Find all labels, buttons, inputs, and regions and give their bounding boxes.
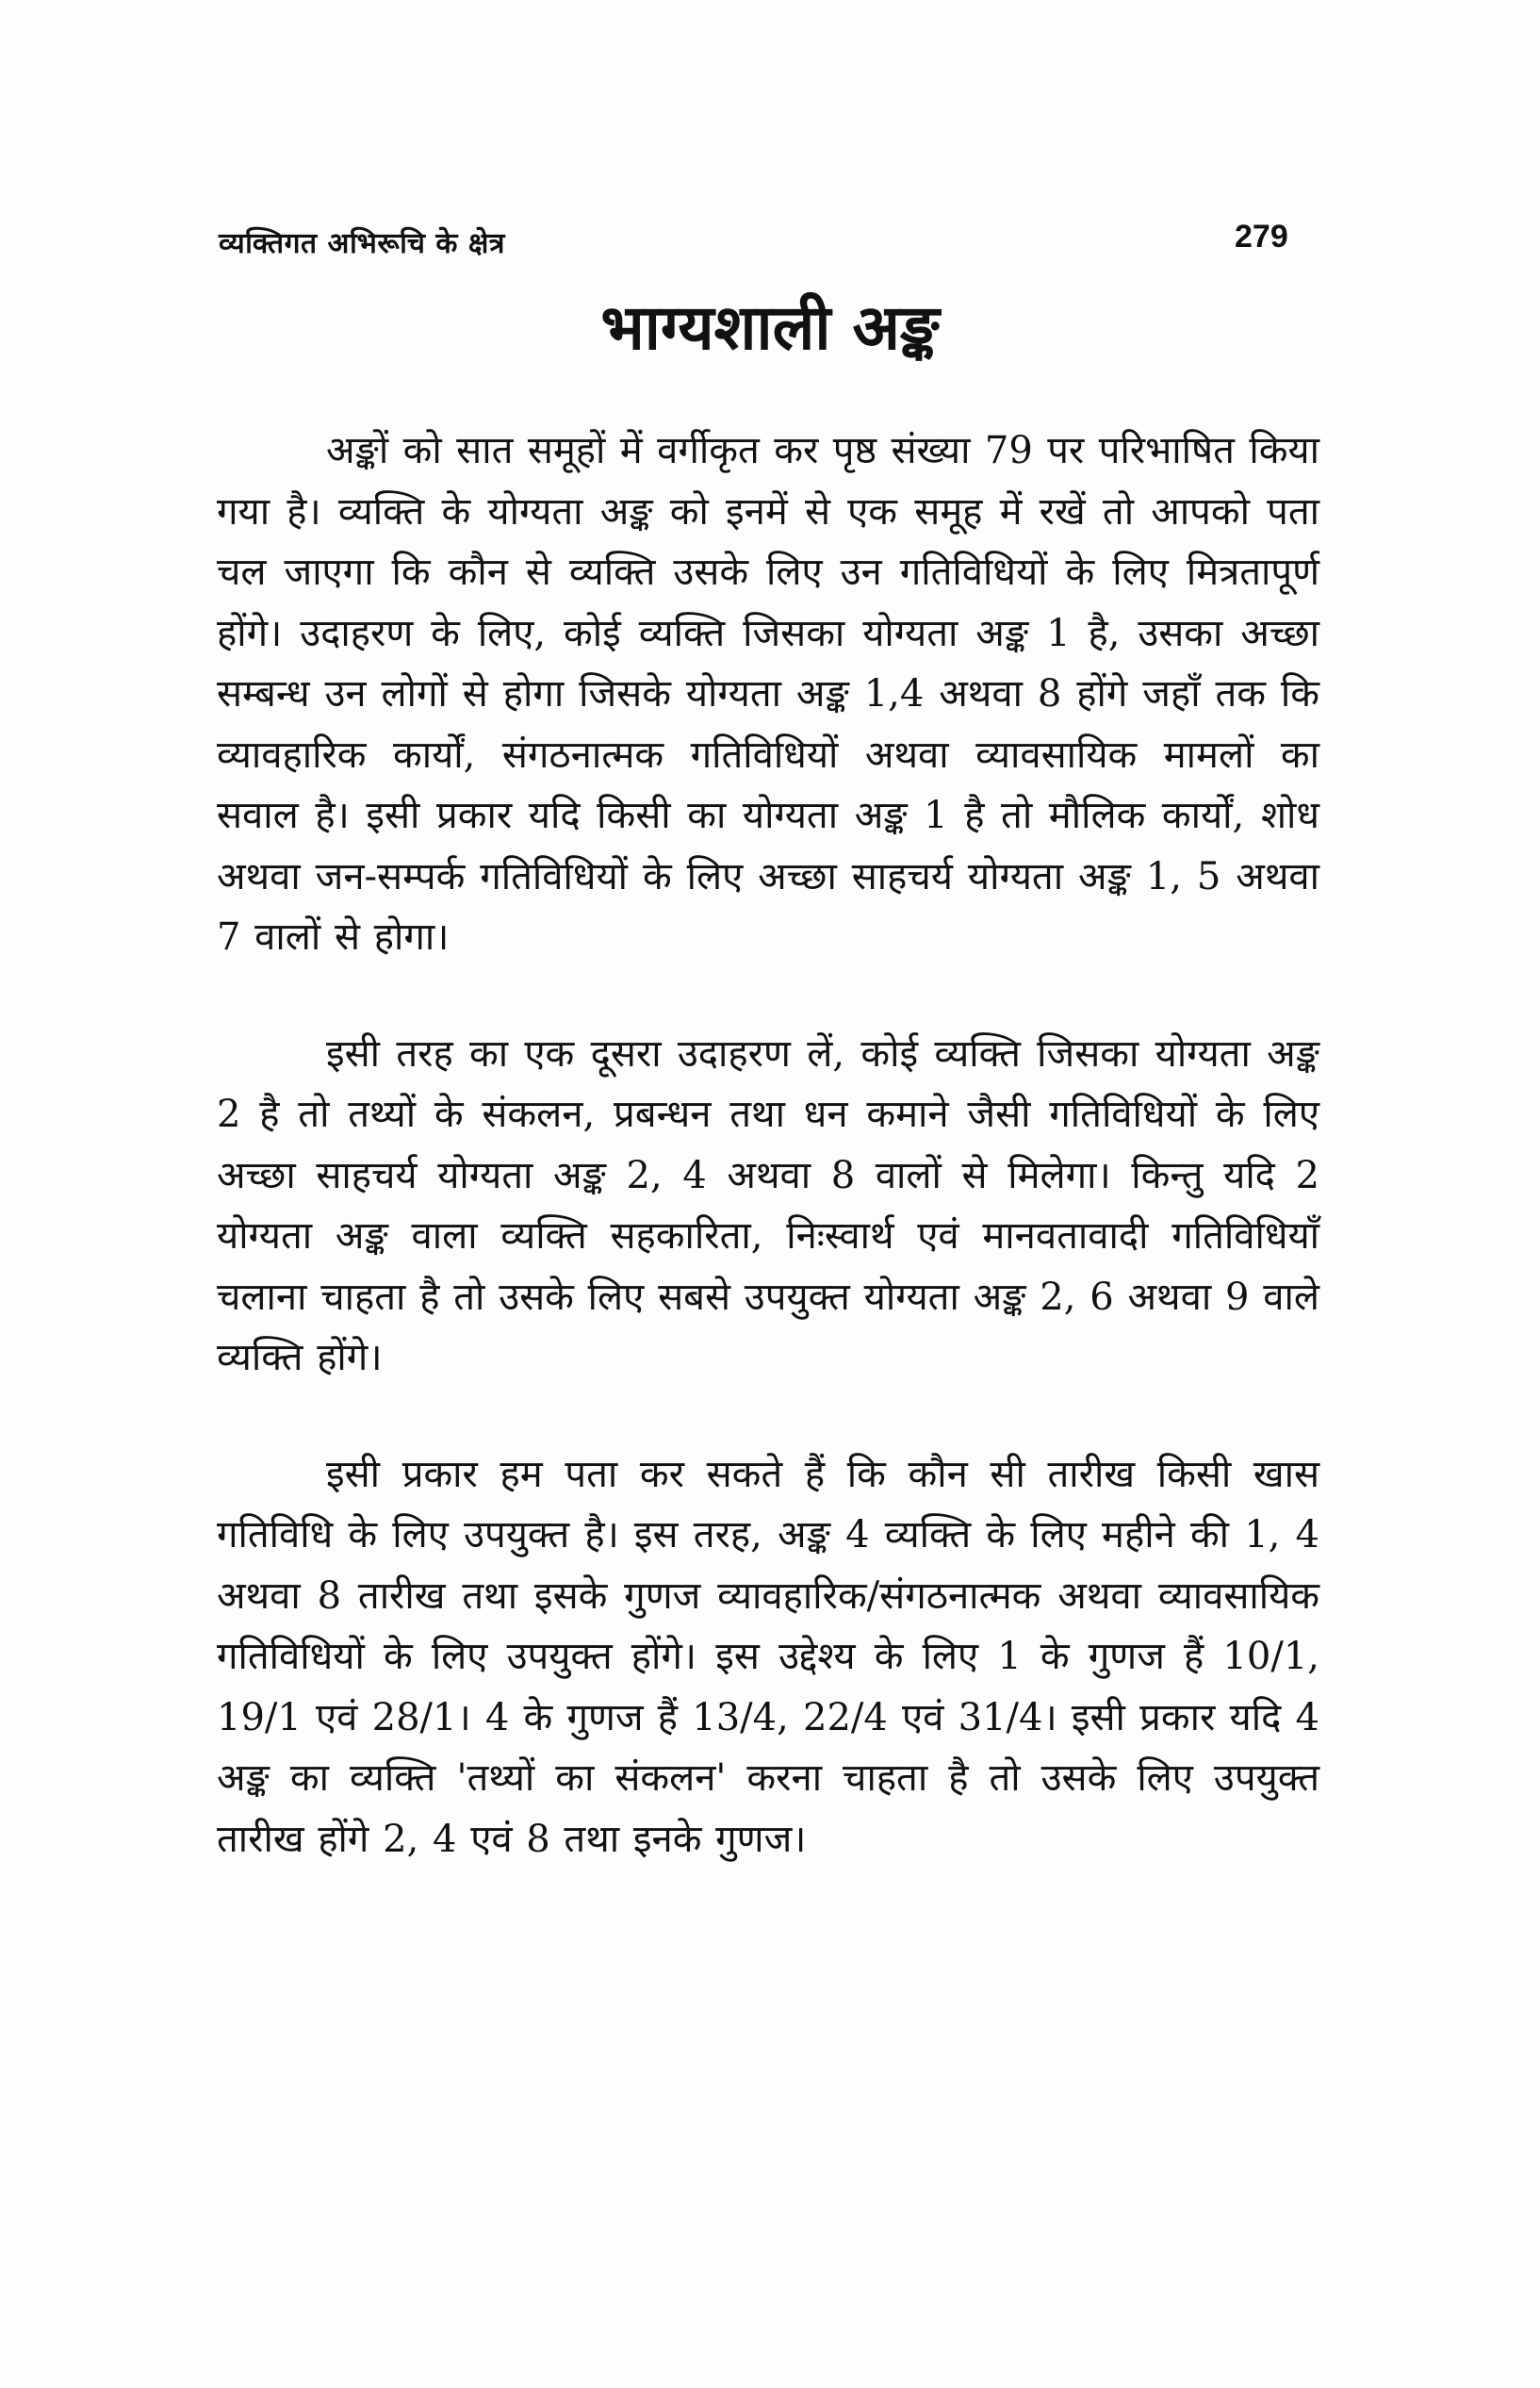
paragraph: अङ्कों को सात समूहों में वर्गीकृत कर पृष्ठ संख्या 79 पर परिभाषित किया गया है। व्यक्ति के योग्यता अङ्क को इनमें से एक समूह में रखें तो आपको पता चल जाएगा कि कौन से व्यक्ति उसके लिए उन गतिविधियों के लिए मित्रतापूर्ण होंगे। उदाहरण के लिए, कोई व्यक्ति जिसका योग्यता अङ्क 1 है, उसका अच्छा सम्बन्ध उन लोगों से होगा जिसके योग्यता अङ्क 1,4 अथवा 8 होंगे जहाँ तक कि व्यावहारिक कार्यों, संगठनात्मक गतिविधियों अथवा व्यावसायिक मामलों का सवाल है। इसी प्रकार यदि किसी का योग्यता अङ्क 1 है तो मौलिक कार्यों, शोध अथवा जन-सम्पर्क गतिविधियों के लिए अच्छा साहचर्य योग्यता अङ्क 1, 5 अथवा 7 वालों से होगा। bbox=[217, 429, 1319, 959]
paragraph: इसी प्रकार हम पता कर सकते हैं कि कौन सी तारीख किसी खास गतिविधि के लिए उपयुक्त है। इस तरह, अङ्क 4 व्यक्ति के लिए महीने की 1, 4 अथवा 8 तारीख तथा इसके गुणज व्यावहारिक/संगठनात्मक अथवा व्यावसायिक गतिविधियों के लिए उपयुक्त होंगे। इस उद्देश्य के लिए 1 के गुणज हैं 10/1, 19/1 एवं 28/1। 4 के गुणज हैं 13/4, 22/4 एवं 31/4। इसी प्रकार यदि 4 अङ्क का व्यक्ति 'तथ्यों का संकलन' करना चाहता है तो उसके लिए उपयुक्त तारीख होंगे 2, 4 एवं 8 तथा इनके गुणज। bbox=[217, 1452, 1319, 1861]
body-text bbox=[217, 420, 1319, 1869]
page-number: 279 bbox=[1235, 219, 1288, 255]
paragraph: इसी तरह का एक दूसरा उदाहरण लें, कोई व्यक्ति जिसका योग्यता अङ्क 2 है तो तथ्यों के संकलन, प्रबन्धन तथा धन कमाने जैसी गतिविधियों के लिए अच्छा साहचर्य योग्यता अङ्क 2, 4 अथवा 8 वालों से मिलेगा। किन्तु यदि 2 योग्यता अङ्क वाला व्यक्ति सहकारिता, निःस्वार्थ एवं मानवतावादी गतिविधियाँ चलाना चाहता है तो उसके लिए सबसे उपयुक्त योग्यता अङ्क 2, 6 अथवा 9 वाले व्यक्ति होंगे। bbox=[217, 1031, 1319, 1379]
running-head: व्यक्तिगत अभिरूचि के क्षेत्र bbox=[219, 227, 505, 260]
page-title: भाग्यशाली अङ्क bbox=[600, 290, 940, 364]
